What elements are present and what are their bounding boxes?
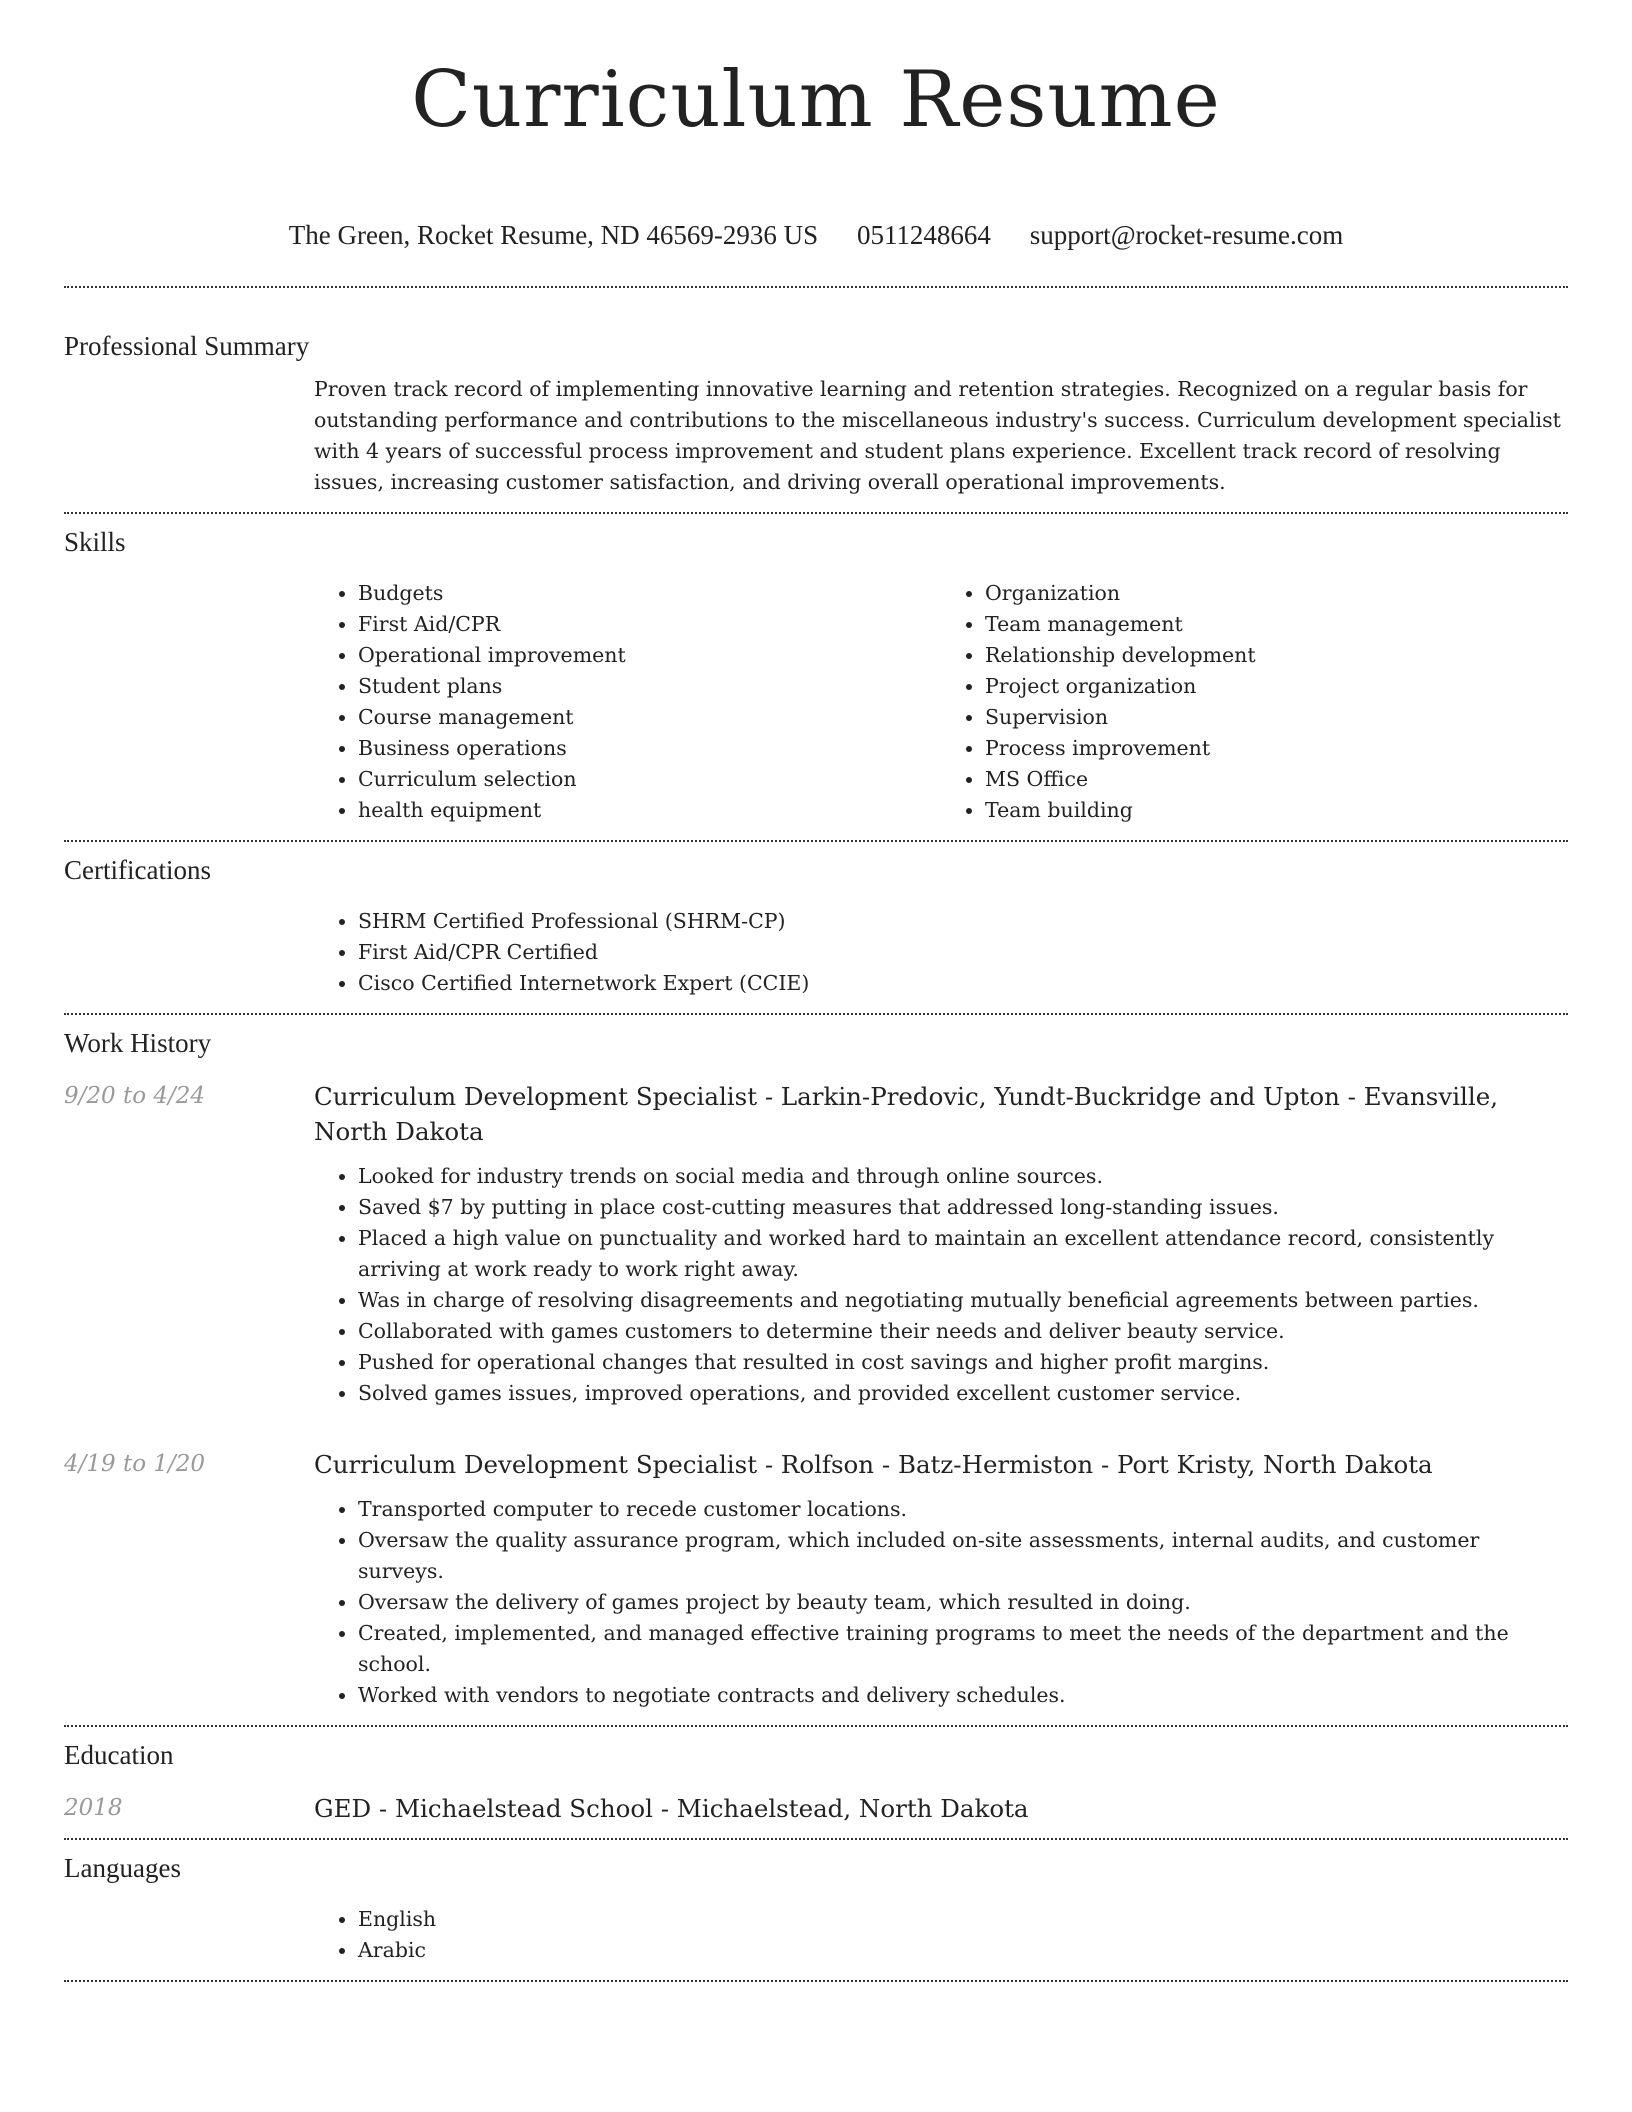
list-item: • Worked with vendors to negotiate contracts and delivery schedules.: [358, 1680, 1568, 1711]
list-item: • Course management: [358, 702, 941, 733]
list-item: • Looked for industry trends on social media and through online sources.: [358, 1161, 1568, 1192]
job-bullets: [314, 1494, 1568, 1711]
list-item: • Curriculum selection: [358, 764, 941, 795]
education-content: [314, 1791, 1568, 1826]
list-item: • Oversaw the quality assurance program, which included on-site assessments, internal audits, and customer surveys.: [358, 1525, 1568, 1587]
skills-section: [0, 514, 1632, 826]
list-item: • SHRM Certified Professional (SHRM-CP): [358, 906, 1568, 937]
contact-phone: 0511248664: [856, 220, 991, 250]
job-content: [314, 1079, 1568, 1409]
list-item: • Collaborated with games customers to determine their needs and deliver beauty service.: [358, 1316, 1568, 1347]
list-item: • Cisco Certified Internetwork Expert (CCIE): [358, 968, 1568, 999]
list-item: • Operational improvement: [358, 640, 941, 671]
list-item: • First Aid/CPR: [358, 609, 941, 640]
summary-section: [0, 288, 1632, 498]
list-item: • Project organization: [985, 671, 1568, 702]
contact-address: The Green, Rocket Resume, ND 46569-2936 US: [288, 220, 819, 250]
list-item: • Business operations: [358, 733, 941, 764]
list-item: • Process improvement: [985, 733, 1568, 764]
list-item: • Was in charge of resolving disagreements and negotiating mutually beneficial agreements between parties.: [358, 1285, 1568, 1316]
languages-title: Languages: [64, 1853, 181, 1883]
education-section: [0, 1727, 1632, 1826]
list-item: • Placed a high value on punctuality and worked hard to maintain an excellent attendance record, consistently arriving at work ready to work right away.: [358, 1223, 1568, 1285]
skills-columns: [314, 578, 1568, 826]
job-dates: 4/19 to 1/20: [64, 1451, 206, 1477]
job-entry: [64, 1447, 1568, 1711]
job-bullets: [314, 1161, 1568, 1409]
list-item: • Team management: [985, 609, 1568, 640]
job-dates: 9/20 to 4/24: [64, 1083, 206, 1109]
education-entry: [64, 1791, 1568, 1826]
languages-section: [0, 1840, 1632, 1966]
list-item: • Budgets: [358, 578, 941, 609]
job-entry: [64, 1079, 1568, 1409]
summary-body: [314, 374, 1568, 498]
work-title: Work History: [64, 1028, 212, 1058]
list-item: • Oversaw the delivery of games project by beauty team, which resulted in doing.: [358, 1587, 1568, 1618]
resume-header: [0, 0, 1632, 252]
certifications-section: [0, 842, 1632, 999]
job-title: Curriculum Development Specialist - Larkin-Predovic, Yundt-Buckridge and Upton - Evansville, North Dakota: [314, 1082, 1499, 1146]
list-item: • Solved games issues, improved operations, and provided excellent customer service.: [358, 1378, 1568, 1409]
summary-title: Professional Summary: [64, 331, 310, 361]
list-item: • Arabic: [358, 1935, 1568, 1966]
certifications-title: Certifications: [64, 855, 211, 885]
skills-list-right: [941, 578, 1568, 826]
contact-line: [0, 218, 1632, 252]
certifications-list: [314, 906, 1568, 999]
education-year: 2018: [64, 1795, 123, 1821]
list-item: • Student plans: [358, 671, 941, 702]
languages-body: [314, 1904, 1568, 1966]
divider: [64, 1980, 1568, 1982]
education-title: Education: [64, 1740, 174, 1770]
certifications-body: [314, 906, 1568, 999]
list-item: • Relationship development: [985, 640, 1568, 671]
skills-title: Skills: [64, 527, 126, 557]
list-item: • English: [358, 1904, 1568, 1935]
job-content: [314, 1447, 1568, 1711]
list-item: • MS Office: [985, 764, 1568, 795]
skills-list-left: [314, 578, 941, 826]
job-title: Curriculum Development Specialist - Rolfson - Batz-Hermiston - Port Kristy, North Dakota: [314, 1450, 1433, 1479]
list-item: • Created, implemented, and managed effective training programs to meet the needs of the department and the school.: [358, 1618, 1568, 1680]
list-item: • Organization: [985, 578, 1568, 609]
education-degree: GED - Michaelstead School - Michaelstead, North Dakota: [314, 1794, 1029, 1823]
list-item: • Team building: [985, 795, 1568, 826]
summary-text: Proven track record of implementing innovative learning and retention strategies. Recognized on a regular basis for outstanding performance and contributions to the miscellaneous industry's success. Curriculum development specialist with 4 years of successful process improvement and student plans experience. Excellent track record of resolving issues, increasing customer satisfaction, and driving overall operational improvements.: [314, 377, 1561, 494]
list-item: • health equipment: [358, 795, 941, 826]
contact-email: support@rocket-resume.com: [1029, 220, 1344, 250]
list-item: • First Aid/CPR Certified: [358, 937, 1568, 968]
languages-list: [314, 1904, 1568, 1966]
list-item: • Supervision: [985, 702, 1568, 733]
resume-name: Curriculum Resume: [411, 55, 1221, 145]
list-item: • Saved $7 by putting in place cost-cutting measures that addressed long-standing issues.: [358, 1192, 1568, 1223]
list-item: • Transported computer to recede customer locations.: [358, 1494, 1568, 1525]
list-item: • Pushed for operational changes that resulted in cost savings and higher profit margins.: [358, 1347, 1568, 1378]
work-section: [0, 1015, 1632, 1711]
